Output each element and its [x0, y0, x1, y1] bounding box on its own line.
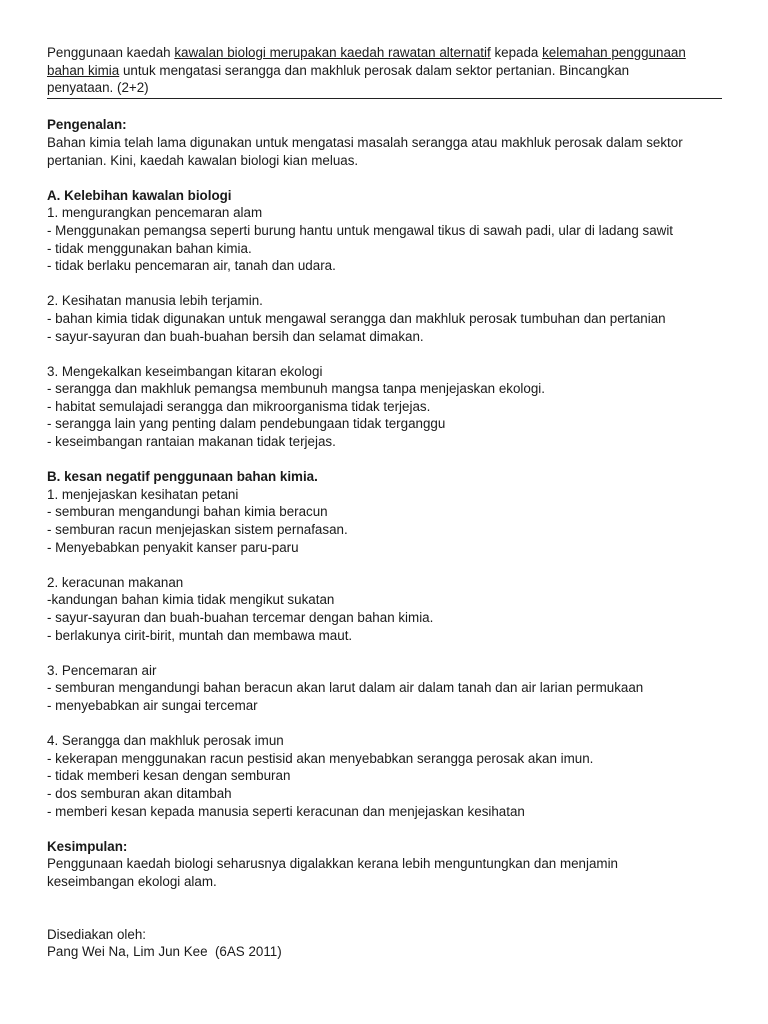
list-item: - sayur-sayuran dan buah-buahan bersih dan selamat dimakan. — [47, 328, 424, 344]
question-text: kepada — [490, 45, 543, 60]
section-heading: Pengenalan: — [47, 117, 127, 133]
question-text: Penggunaan kaedah — [47, 45, 175, 60]
point-block — [47, 574, 722, 644]
question-underlined-text: bahan kimia — [47, 62, 120, 78]
author-names: Pang Wei Na, Lim Jun Kee (6AS 2011) — [47, 944, 282, 960]
point-block — [47, 292, 722, 345]
list-item: - sayur-sayuran dan buah-buahan tercemar dengan bahan kimia. — [47, 610, 434, 625]
question-marks: penyataan. (2+2) — [47, 80, 149, 96]
paragraph-line: pertanian. Kini, kaedah kawalan biologi kian meluas. — [47, 152, 359, 168]
paragraph-line: Penggunaan kaedah biologi seharusnya digalakkan kerana lebih menguntungkan dan menjamin — [47, 856, 619, 872]
paragraph-line: Bahan kimia telah lama digunakan untuk mengatasi masalah serangga atau makhluk perosak dalam sektor — [47, 134, 683, 150]
point-title: 3. Mengekalkan keseimbangan kitaran ekologi — [47, 363, 323, 379]
list-item: - semburan mengandungi bahan kimia beracun — [47, 504, 328, 520]
introduction-section — [47, 116, 722, 169]
point-title: 2. Kesihatan manusia lebih terjamin. — [47, 293, 263, 309]
point-block — [47, 486, 722, 556]
question-underlined-text: kelemahan penggunaan — [542, 45, 686, 60]
point-title: 3. Pencemaran air — [47, 662, 157, 678]
list-item: - serangga lain yang penting dalam pendebungaan tidak terganggu — [47, 416, 446, 432]
conclusion-section — [47, 838, 722, 891]
list-item: - serangga dan makhluk pemangsa membunuh mangsa tanpa menjejaskan ekologi. — [47, 381, 545, 397]
list-item: - semburan racun menjejaskan sistem pernafasan. — [47, 522, 348, 538]
section-heading: B. kesan negatif penggunaan bahan kimia. — [47, 469, 318, 485]
list-item: - habitat semulajadi serangga dan mikroorganisma tidak terjejas. — [47, 398, 431, 414]
list-item: - berlakunya cirit-birit, muntah dan membawa maut. — [47, 627, 353, 643]
point-title: 4. Serangga dan makhluk perosak imun — [47, 733, 284, 749]
section-heading: Kesimpulan: — [47, 838, 128, 854]
paragraph-line: keseimbangan ekologi alam. — [47, 873, 217, 889]
point-block — [47, 363, 722, 451]
list-item: - tidak berlaku pencemaran air, tanah dan udara. — [47, 258, 336, 274]
point-title: 2. keracunan makanan — [47, 574, 184, 590]
list-item: -kandungan bahan kimia tidak mengikut sukatan — [47, 592, 335, 608]
list-item: - memberi kesan kepada manusia seperti keracunan dan menjejaskan kesihatan — [47, 803, 525, 819]
list-item: - semburan mengandungi bahan beracun akan larut dalam air dalam tanah dan air larian permukaan — [47, 680, 644, 696]
list-item: - kekerapan menggunakan racun pestisid akan menyebabkan serangga perosak akan imun. — [47, 750, 594, 766]
point-title: 1. menjejaskan kesihatan petani — [47, 486, 239, 502]
section-b — [47, 468, 722, 820]
section-heading: A. Kelebihan kawalan biologi — [47, 187, 232, 203]
question-underlined-text: kawalan biologi merupakan kaedah rawatan alternatif — [174, 45, 491, 60]
list-item: - tidak memberi kesan dengan semburan — [47, 768, 291, 784]
point-block — [47, 732, 722, 820]
list-item: - menyebabkan air sungai tercemar — [47, 697, 258, 713]
list-item: - keseimbangan rantaian makanan tidak terjejas. — [47, 434, 336, 450]
point-block — [47, 662, 722, 715]
section-a — [47, 187, 722, 451]
list-item: - tidak menggunakan bahan kimia. — [47, 240, 252, 256]
point-block — [47, 204, 722, 274]
list-item: - bahan kimia tidak digunakan untuk mengawal serangga dan makhluk perosak tumbuhan dan pertanian — [47, 310, 666, 326]
prepared-by-label: Disediakan oleh: — [47, 926, 147, 942]
question-prompt — [47, 44, 722, 99]
document-page — [47, 44, 722, 961]
point-title: 1. mengurangkan pencemaran alam — [47, 205, 263, 221]
list-item: - Menggunakan pemangsa seperti burung hantu untuk mengawal tikus di sawah padi, ular di ladang sawit — [47, 222, 674, 238]
prepared-by — [47, 926, 722, 961]
list-item: - dos semburan akan ditambah — [47, 785, 232, 801]
question-text: untuk mengatasi serangga dan makhluk perosak dalam sektor pertanian. Bincangkan — [119, 62, 630, 78]
list-item: - Menyebabkan penyakit kanser paru-paru — [47, 539, 299, 555]
